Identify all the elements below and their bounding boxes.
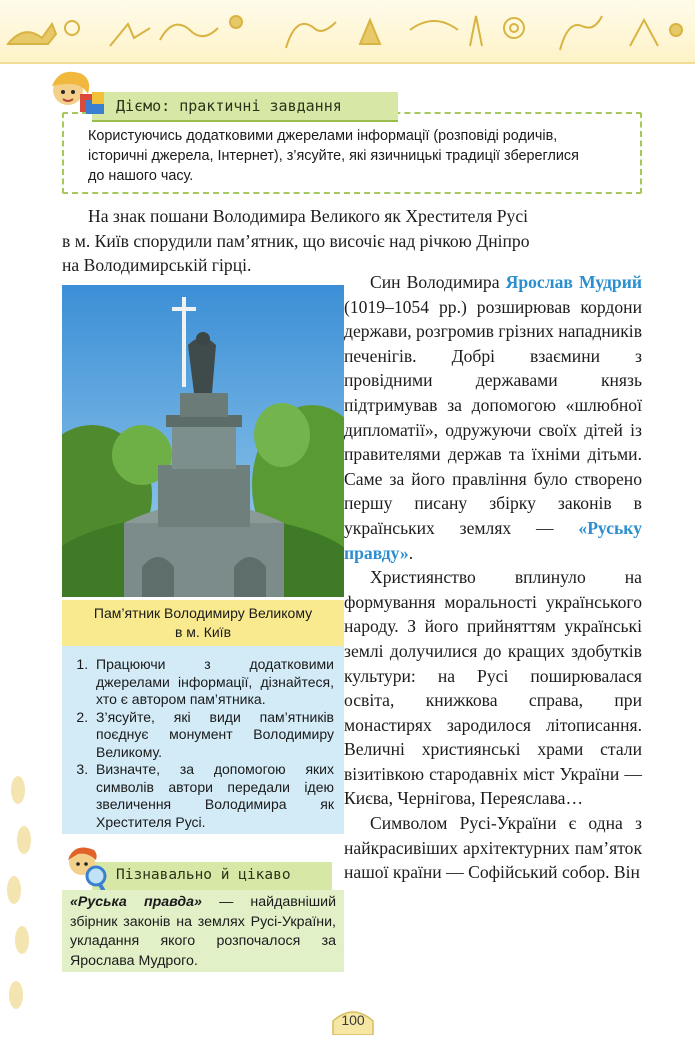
interesting-header xyxy=(92,862,332,892)
intro-line: в м. Київ спорудили пам’ятник, що височіє над річкою Дніпро xyxy=(62,230,530,251)
christianity-paragraph: Християнство вплинуло на формування моральності українського народу. З його прийняттям українські землі долучилися до кращих здобутків культури: на Русі поширювалася освіта, книжкова справа, при монастирях зародилося літописання. Величні християнські храми стали візитівкою стародавніх міст України — Києва, Чернігова, Переяслава… xyxy=(344,567,642,809)
photo-caption xyxy=(62,600,344,646)
page-number: 100 xyxy=(341,1012,365,1028)
intro-paragraph xyxy=(62,204,642,278)
task-header xyxy=(92,92,398,122)
task-text xyxy=(88,126,628,186)
interesting-body xyxy=(62,890,344,972)
interesting-header-label: Пізнавально й цікаво xyxy=(116,867,291,883)
caption-line: Пам’ятник Володимиру Великому xyxy=(93,605,313,621)
footprints-decoration xyxy=(0,770,40,1035)
boy-magnifier-icon xyxy=(64,842,108,896)
interesting-text: — найдавніший збірник законів на землях Русі-України, укладання якого розпочалося за Ярослава Мудрого. xyxy=(70,894,336,969)
question-item: 3. Визначте, за допомогою яких символів автори передали ідею звеличення Володимира як Хрестителя Русі. xyxy=(92,761,334,831)
task-line: Користуючись додатковими джерелами інформації (розповіді родичів, xyxy=(88,128,558,144)
caption-line: в м. Київ xyxy=(174,624,232,640)
question-item: 1. Працюючи з додатковими джерелами інформації, дізнайтеся, хто є автором пам’ятника. xyxy=(92,656,334,709)
intro-line: на Володимирській гірці. xyxy=(62,255,252,276)
text-run: (1019–1054 рр.) розширював кордони держави, розгромив грізних нападників печенігів. Добрі взаємини з провідними державами князь підтримував за допомогою «шлюбної дипломатії», одружуючи своїх дітей із правителями держав та їхніми дітьми. Саме за його правління було створено першу писану збірку законів в українських землях — xyxy=(344,296,642,538)
text-run: . xyxy=(408,542,414,563)
girl-avatar-icon xyxy=(46,66,108,118)
header-ornament xyxy=(0,0,695,64)
page-number-badge xyxy=(331,1004,375,1035)
questions-list xyxy=(62,656,334,831)
task-line: до нашого часу. xyxy=(88,168,194,184)
text-run: Син Володимира xyxy=(370,272,506,292)
sophia-paragraph: Символом Русі-України є одна з найкрасивіших архітектурних пам’яток нашої країни — Софійський собор. Він xyxy=(344,813,642,883)
monument-photo xyxy=(62,285,344,597)
interesting-term: «Руська правда» xyxy=(70,894,202,910)
ruska-pravda-term: «Руську правду» xyxy=(344,517,642,563)
intro-line: На знак пошани Володимира Великого як Хрестителя Русі xyxy=(88,206,529,226)
right-column-text xyxy=(344,270,642,885)
petroglyph-decoration xyxy=(0,0,695,62)
yaroslav-name: Ярослав Мудрий xyxy=(505,272,642,292)
questions-box xyxy=(62,646,344,834)
task-header-label: Діємо: практичні завдання xyxy=(116,97,342,115)
question-item: 2. З’ясуйте, які види пам’ятників поєднує монумент Володимиру Великому. xyxy=(92,709,334,762)
yaroslav-paragraph xyxy=(344,270,642,565)
task-line: історичні джерела, Інтернет), з’ясуйте, які язичницькі традиції збереглися xyxy=(88,148,579,164)
